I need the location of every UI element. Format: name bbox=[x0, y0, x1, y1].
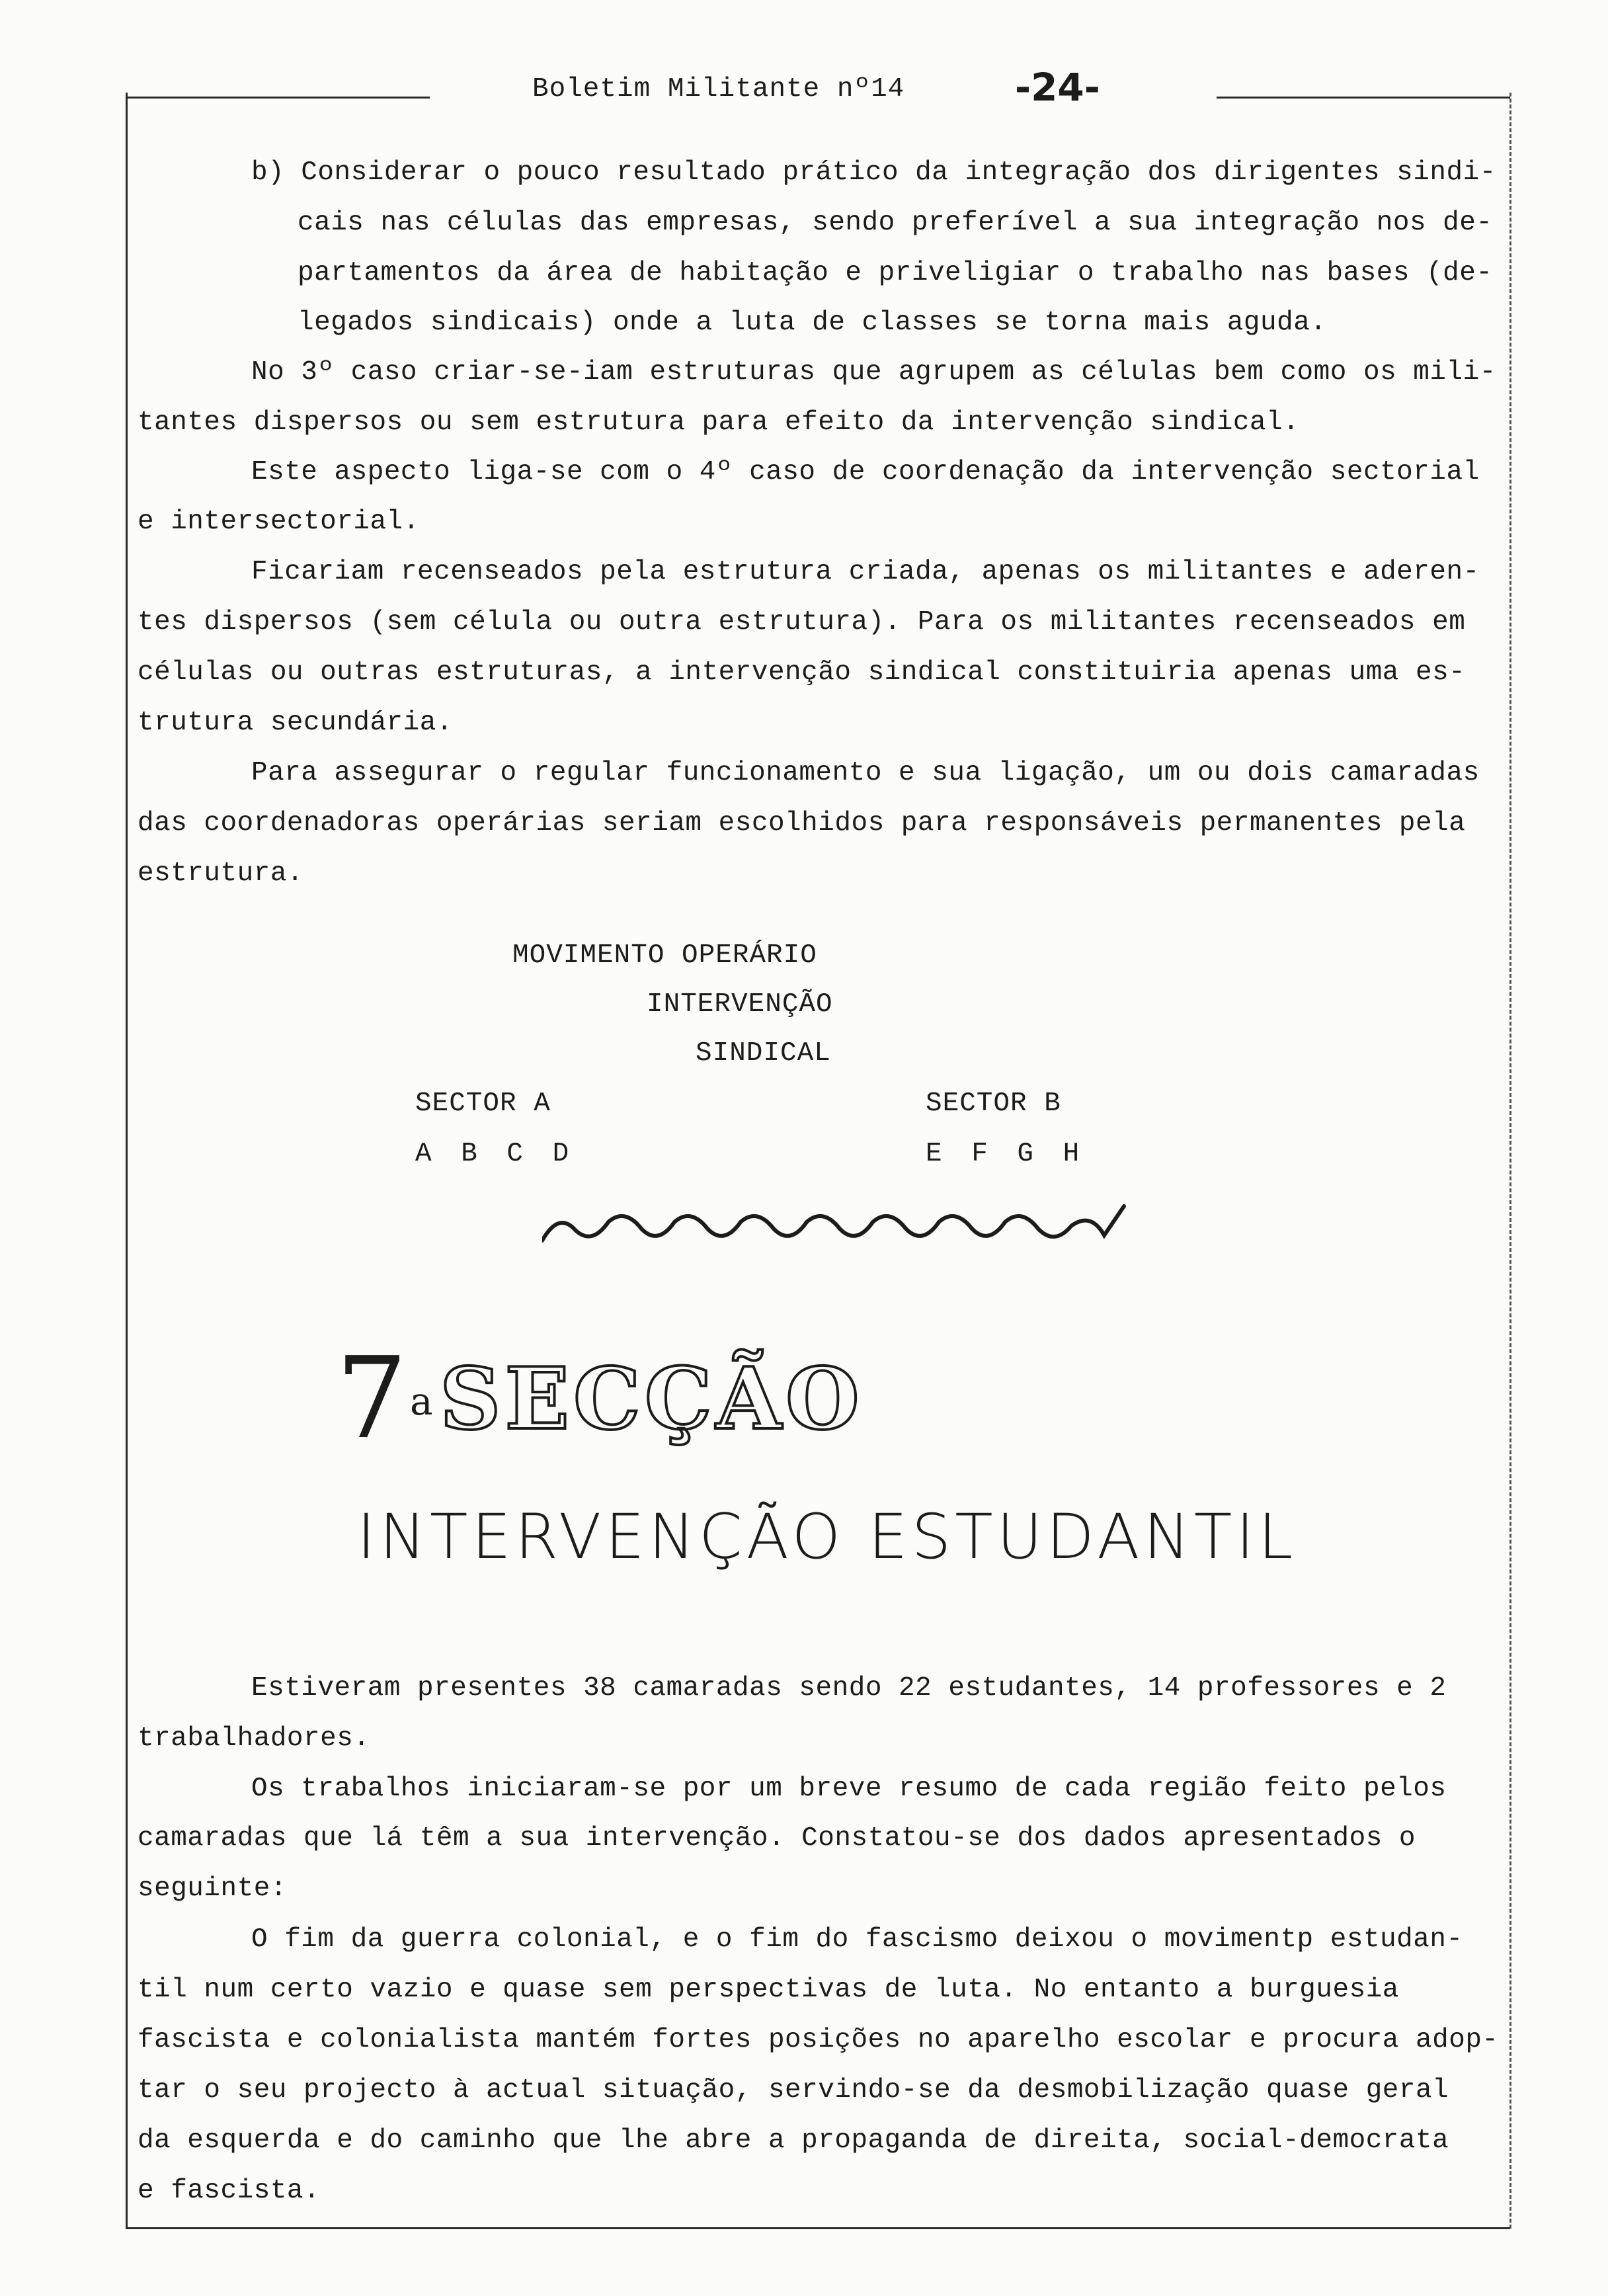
sector-a-items: A B C D bbox=[415, 1139, 576, 1169]
paragraph-line: e intersectorial. bbox=[138, 507, 420, 537]
paragraph-line: seguinte: bbox=[138, 1873, 287, 1904]
paragraph-line: Este aspecto liga-se com o 4º caso de coordenação da intervenção sectorial bbox=[251, 457, 1480, 487]
paragraph-line: fascista e colonialista mantém fortes posições no aparelho escolar e procura adop- bbox=[138, 2025, 1499, 2055]
paragraph-line: O fim da guerra colonial, e o fim do fascismo deixou o movimentp estudan- bbox=[251, 1924, 1463, 1955]
section-number: 7 bbox=[336, 1333, 408, 1464]
paragraph-line: células ou outras estruturas, a intervenção sindical constituiria apenas uma es- bbox=[138, 657, 1466, 688]
paragraph-line: e fascista. bbox=[138, 2176, 321, 2206]
paragraph-line: estrutura. bbox=[138, 858, 304, 889]
sector-a-label: SECTOR A bbox=[415, 1088, 551, 1119]
paragraph-line: Ficariam recenseados pela estrutura criada, apenas os militantes e aderen- bbox=[251, 557, 1480, 587]
paragraph-line: legados sindicais) onde a luta de classes se torna mais aguda. bbox=[298, 308, 1327, 338]
paragraph-line: Estiveram presentes 38 camaradas sendo 22 estudantes, 14 professores e 2 bbox=[251, 1673, 1447, 1703]
diagram-root: MOVIMENTO OPERÁRIO bbox=[512, 940, 817, 971]
header-title: Boletim Militante nº14 bbox=[532, 74, 905, 104]
paragraph-line: trabalhadores. bbox=[138, 1723, 370, 1754]
paragraph-line: trutura secundária. bbox=[138, 708, 453, 738]
sector-b-items: E F G H bbox=[926, 1139, 1086, 1169]
paragraph-line: til num certo vazio e quase sem perspectivas de luta. No entanto a burguesia bbox=[138, 1975, 1399, 2005]
page-frame-bottom bbox=[126, 2227, 1510, 2229]
paragraph-line: tes dispersos (sem célula ou outra estrutura). Para os militantes recenseados em bbox=[138, 607, 1466, 637]
paragraph-line: Para assegurar o regular funcionamento e sua ligação, um ou dois camaradas bbox=[251, 758, 1480, 788]
diagram-level3: SINDICAL bbox=[696, 1038, 831, 1069]
paragraph-line: Os trabalhos iniciaram-se por um breve resumo de cada região feito pelos bbox=[251, 1774, 1447, 1804]
page-number: -24- bbox=[1015, 65, 1100, 110]
header-rule-right bbox=[1217, 97, 1510, 99]
section-title: SECÇÃO bbox=[440, 1350, 864, 1449]
diagram-level2: INTERVENÇÃO bbox=[647, 989, 833, 1020]
paragraph-line: tar o seu projecto à actual situação, servindo-se da desmobilização quase geral bbox=[138, 2075, 1449, 2106]
wavy-divider bbox=[542, 1202, 1131, 1255]
paragraph-line: cais nas células das empresas, sendo preferível a sua integração nos de- bbox=[298, 208, 1493, 238]
header-rule-left bbox=[126, 97, 430, 99]
paragraph-line: partamentos da área de habitação e priveligiar o trabalho nas bases (de- bbox=[298, 258, 1493, 288]
page-frame-right bbox=[1509, 93, 1511, 2229]
paragraph-line: da esquerda e do caminho que lhe abre a propaganda de direita, social-democrata bbox=[138, 2125, 1449, 2156]
section-ordinal: a bbox=[410, 1379, 433, 1424]
section-subtitle: INTERVENÇÃO ESTUDANTIL bbox=[357, 1501, 1297, 1573]
page-frame-left bbox=[126, 93, 128, 2229]
paragraph-line: tantes dispersos ou sem estrutura para efeito da intervenção sindical. bbox=[138, 407, 1300, 438]
paragraph-line: No 3º caso criar-se-iam estruturas que agrupem as células bem como os mili- bbox=[251, 357, 1496, 388]
paragraph-line: b) Considerar o pouco resultado prático da integração dos dirigentes sindi- bbox=[251, 157, 1496, 188]
paragraph-line: camaradas que lá têm a sua intervenção. Constatou-se dos dados apresentados o bbox=[138, 1823, 1416, 1854]
paragraph-line: das coordenadoras operárias seriam escolhidos para responsáveis permanentes pela bbox=[138, 808, 1466, 839]
sector-b-label: SECTOR B bbox=[926, 1088, 1061, 1119]
